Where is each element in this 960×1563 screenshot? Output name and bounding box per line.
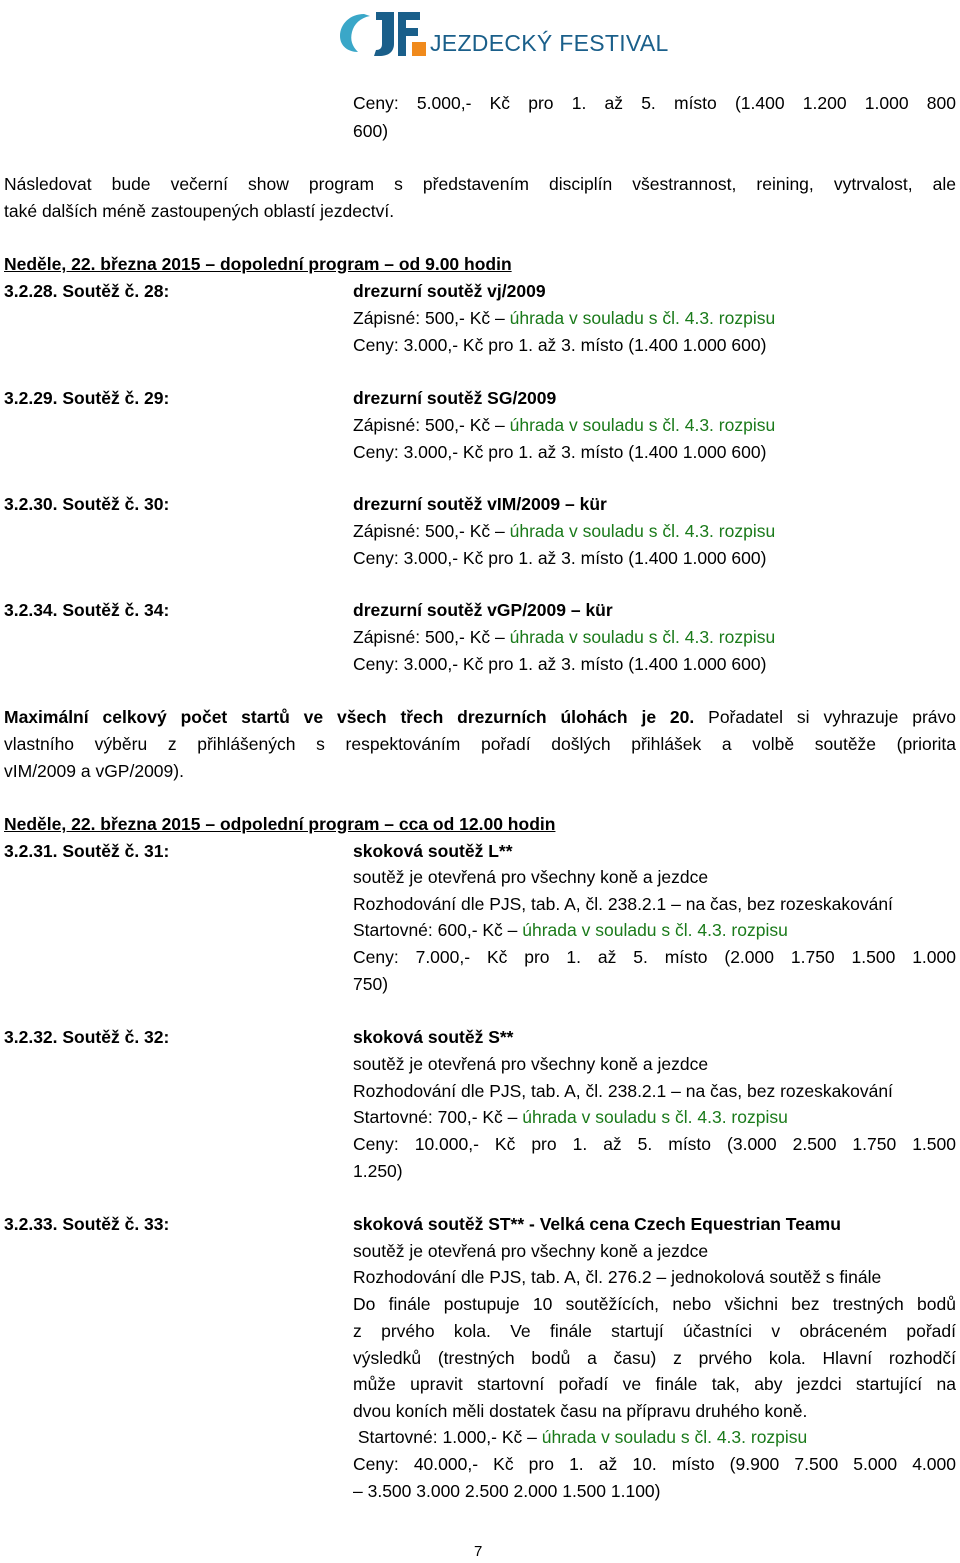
competition-prizes-line2: 1.250) — [353, 1161, 403, 1181]
competition-name: skoková soutěž L** — [353, 841, 513, 861]
morning-heading: Neděle, 22. března 2015 – dopolední program – od 9.00 hodin — [4, 254, 512, 274]
competition-description-line: Do finále postupuje 10 soutěžících, nebo všichni bez trestných bodů — [353, 1294, 956, 1314]
logo-text: JEZDECKÝ FESTIVAL — [430, 30, 669, 56]
intro-prizes-line2: 600) — [353, 121, 389, 141]
competition-number: 3.2.32. Soutěž č. 32: — [4, 1027, 170, 1047]
logo-emblem — [336, 6, 436, 56]
dressage-note-line2: vlastního výběru z přihlášených s respektováním pořadí došlých přihlášek a volbě soutěže (priorita — [4, 734, 956, 754]
competition-rules: Rozhodování dle PJS, tab. A, čl. 238.2.1 – na čas, bez rozeskakování — [353, 894, 893, 914]
fee-link: úhrada v souladu s čl. 4.3. rozpisu — [522, 920, 788, 940]
afternoon-heading: Neděle, 22. března 2015 – odpolední program – cca od 12.00 hodin — [4, 814, 556, 834]
competition-prizes: Ceny: 3.000,- Kč pro 1. až 3. místo (1.400 1.000 600) — [353, 654, 767, 674]
intro-prizes-line1: Ceny: 5.000,- Kč pro 1. až 5. místo (1.400 1.200 1.000 800 — [353, 93, 956, 113]
competition-number: 3.2.29. Soutěž č. 29: — [4, 388, 170, 408]
fee-link: úhrada v souladu s čl. 4.3. rozpisu — [509, 415, 776, 435]
competition-open: soutěž je otevřená pro všechny koně a jezdce — [353, 1054, 709, 1074]
fee-link: úhrada v souladu s čl. 4.3. rozpisu — [509, 308, 776, 328]
dressage-note-line3: vIM/2009 a vGP/2009). — [4, 761, 184, 781]
competition-prizes: Ceny: 7.000,- Kč pro 1. až 5. místo (2.000 1.750 1.500 1.000 — [353, 947, 956, 967]
page-number: 7 — [474, 1543, 483, 1560]
fee-link: úhrada v souladu s čl. 4.3. rozpisu — [509, 627, 776, 647]
evening-text-line2: také dalších méně zastoupených oblastí jezdectví. — [4, 201, 395, 221]
competition-prizes: Ceny: 40.000,- Kč pro 1. až 10. místo (9.900 7.500 5.000 4.000 — [353, 1454, 956, 1474]
competition-fee: Zápisné: 500,- Kč – úhrada v souladu s čl. 4.3. rozpisu — [353, 627, 776, 647]
dressage-note-line1: Maximální celkový počet startů ve všech třech drezurních úlohách je 20. Pořadatel si vyhrazuje právo — [4, 707, 957, 727]
competition-description-line: dvou koních měli dostatek času na přípravu druhého koně. — [353, 1401, 808, 1421]
competition-fee: Zápisné: 500,- Kč – úhrada v souladu s čl. 4.3. rozpisu — [353, 415, 776, 435]
competition-description-line: výsledků (trestných bodů a času) z prvého kola. Hlavní rozhodčí — [353, 1348, 956, 1368]
competition-fee: Zápisné: 500,- Kč – úhrada v souladu s čl. 4.3. rozpisu — [353, 521, 776, 541]
competition-description-line: z prvého kola. Ve finále startují účastníci v obráceném pořadí — [353, 1321, 956, 1341]
competition-number: 3.2.28. Soutěž č. 28: — [4, 281, 170, 301]
festival-logo — [336, 6, 669, 56]
competition-number: 3.2.34. Soutěž č. 34: — [4, 600, 170, 620]
competition-rules: Rozhodování dle PJS, tab. A, čl. 276.2 – jednokolová soutěž s finále — [353, 1267, 882, 1287]
competition-rules: Rozhodování dle PJS, tab. A, čl. 238.2.1 – na čas, bez rozeskakování — [353, 1081, 893, 1101]
competition-fee: Startovné: 1.000,- Kč – úhrada v souladu s čl. 4.3. rozpisu — [353, 1427, 808, 1447]
competition-number: 3.2.31. Soutěž č. 31: — [4, 841, 170, 861]
competition-prizes-line2: – 3.500 3.000 2.500 2.000 1.500 1.100) — [353, 1481, 661, 1501]
competition-name: skoková soutěž S** — [353, 1027, 514, 1047]
competition-open: soutěž je otevřená pro všechny koně a jezdce — [353, 867, 709, 887]
competition-fee: Zápisné: 500,- Kč – úhrada v souladu s čl. 4.3. rozpisu — [353, 308, 776, 328]
competition-prizes: Ceny: 10.000,- Kč pro 1. až 5. místo (3.000 2.500 1.750 1.500 — [353, 1134, 956, 1154]
competition-fee: Startovné: 700,- Kč – úhrada v souladu s čl. 4.3. rozpisu — [353, 1107, 788, 1127]
competition-prizes: Ceny: 3.000,- Kč pro 1. až 3. místo (1.400 1.000 600) — [353, 442, 767, 462]
fee-link: úhrada v souladu s čl. 4.3. rozpisu — [509, 521, 776, 541]
competition-prizes-line2: 750) — [353, 974, 389, 994]
competition-open: soutěž je otevřená pro všechny koně a jezdce — [353, 1241, 709, 1261]
competition-fee: Startovné: 600,- Kč – úhrada v souladu s čl. 4.3. rozpisu — [353, 920, 788, 940]
competition-name: drezurní soutěž vIM/2009 – kür — [353, 494, 607, 514]
competition-description-line: může upravit startovní pořadí ve finále tak, aby jezdci startující na — [353, 1374, 956, 1394]
competition-prizes: Ceny: 3.000,- Kč pro 1. až 3. místo (1.400 1.000 600) — [353, 548, 767, 568]
competition-name: drezurní soutěž vj/2009 — [353, 281, 546, 301]
competition-number: 3.2.33. Soutěž č. 33: — [4, 1214, 170, 1234]
competition-number: 3.2.30. Soutěž č. 30: — [4, 494, 170, 514]
evening-text-line1: Následovat bude večerní show program s představením disciplín všestrannost, reining, vytrvalost, ale — [4, 174, 956, 194]
fee-link: úhrada v souladu s čl. 4.3. rozpisu — [541, 1427, 808, 1447]
fee-link: úhrada v souladu s čl. 4.3. rozpisu — [522, 1107, 788, 1127]
competition-name: drezurní soutěž SG/2009 — [353, 388, 557, 408]
competition-name: drezurní soutěž vGP/2009 – kür — [353, 600, 613, 620]
competition-name: skoková soutěž ST** - Velká cena Czech Equestrian Teamu — [353, 1214, 841, 1234]
competition-prizes: Ceny: 3.000,- Kč pro 1. až 3. místo (1.400 1.000 600) — [353, 335, 767, 355]
